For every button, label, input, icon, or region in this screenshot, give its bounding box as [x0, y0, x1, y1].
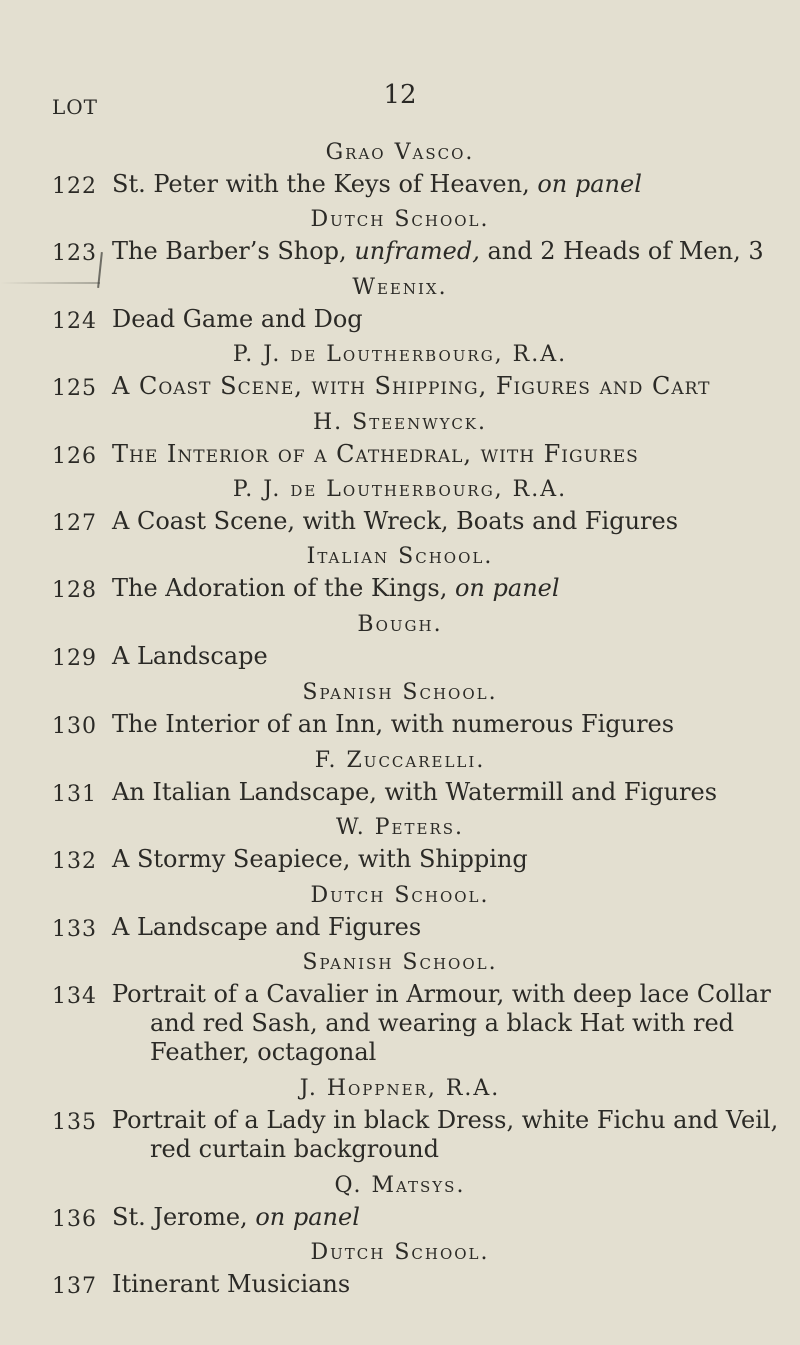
artist-name: Dutch School. [310, 883, 490, 908]
lot-title: A Landscape [112, 642, 268, 670]
lot-number: 136 [52, 1207, 97, 1232]
lot-title: Portrait of a Cavalier in Armour, with deep lace Collar and red Sash, and wearing a black Hat with red Feather, octagonal [112, 980, 771, 1066]
lot-column-header: LOT [52, 95, 99, 119]
lot-number: 122 [52, 174, 97, 199]
page-number: 12 [383, 80, 417, 110]
lot-number: 127 [52, 511, 97, 536]
lot-title: The Barber’s Shop, unframed, and 2 Heads of Men, 3 [112, 237, 764, 265]
lot-title: A Coast Scene, with Wreck, Boats and Figures [112, 507, 679, 535]
lot-title: A Coast Scene, with Shipping, Figures and Cart [112, 372, 711, 400]
lot-title: An Italian Landscape, with Watermill and Figures [112, 778, 718, 806]
artist-name: Weenix. [352, 275, 448, 300]
lot-title: St. Peter with the Keys of Heaven, on panel [112, 170, 642, 198]
artist-name: Dutch School. [310, 1240, 490, 1265]
lot-title: The Adoration of the Kings, on panel [112, 574, 560, 602]
lot-title: The Interior of an Inn, with numerous Figures [112, 710, 675, 738]
lot-number: 132 [52, 849, 97, 874]
artist-name: F. Zuccarelli. [314, 748, 486, 773]
lot-number: 131 [52, 782, 97, 807]
lot-number: 129 [52, 646, 97, 671]
lot-number: 130 [52, 714, 97, 739]
lot-title: St. Jerome, on panel [112, 1203, 360, 1231]
artist-name: Spanish School. [302, 680, 498, 705]
lot-number: 135 [52, 1110, 97, 1135]
artist-name: Q. Matsys. [334, 1173, 466, 1198]
artist-name: P. J. de Loutherbourg, R.A. [232, 477, 568, 502]
lot-title: A Stormy Seapiece, with Shipping [112, 845, 528, 873]
lot-number: 133 [52, 917, 97, 942]
lot-number: 125 [52, 376, 97, 401]
lot-number: 134 [52, 984, 97, 1009]
lot-number: 126 [52, 444, 97, 469]
artist-name: P. J. de Loutherbourg, R.A. [232, 342, 568, 367]
artist-name: Italian School. [306, 544, 494, 569]
lot-number: 128 [52, 578, 97, 603]
lot-number: 123 [52, 241, 97, 266]
artist-name: J. Hoppner, R.A. [299, 1076, 501, 1101]
lot-number: 137 [52, 1274, 97, 1299]
lot-title: Portrait of a Lady in black Dress, white Fichu and Veil, red curtain background [112, 1106, 779, 1163]
artist-name: Dutch School. [310, 207, 490, 232]
lot-title: A Landscape and Figures [112, 913, 422, 941]
lot-title: Dead Game and Dog [112, 305, 363, 333]
artist-name: Grao Vasco. [325, 140, 475, 165]
artist-name: Spanish School. [302, 950, 498, 975]
artist-name: Bough. [357, 612, 443, 637]
lot-title: Itinerant Musicians [112, 1270, 351, 1298]
lot-title: The Interior of a Cathedral, with Figures [112, 440, 639, 468]
artist-name: H. Steenwyck. [312, 410, 487, 435]
lot-number: 124 [52, 309, 97, 334]
artist-name: W. Peters. [335, 815, 465, 840]
